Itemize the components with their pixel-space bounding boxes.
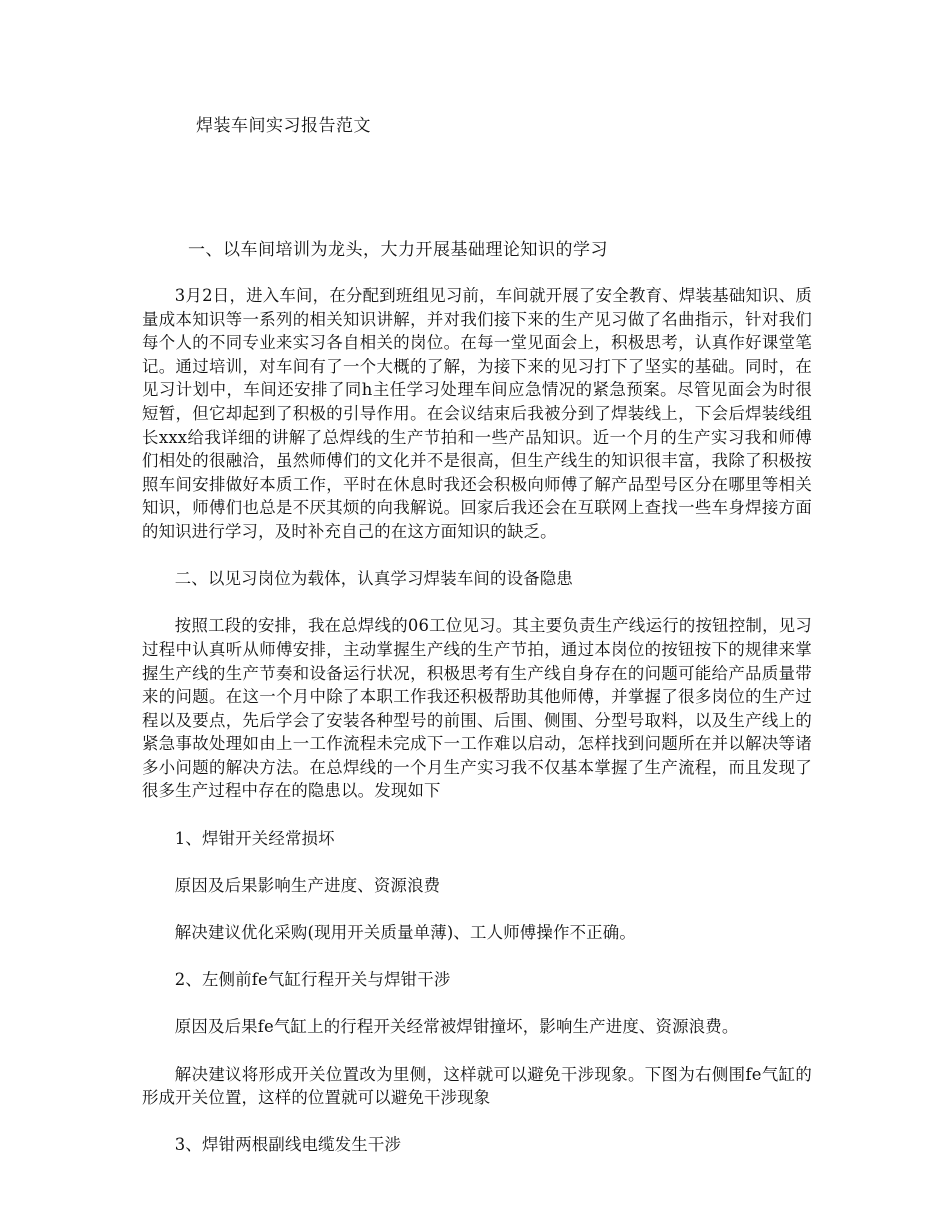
section-2-heading: 二、以见习岗位为载体，认真学习焊装车间的设备隐患 xyxy=(174,569,573,589)
document-body xyxy=(142,284,812,1181)
section-2-paragraph: 按照工段的安排，我在总焊线的06工位见习。其主要负责生产线运行的按钮控制，见习过程中认真听从师傅安排，主动掌握生产线的生产节拍，通过本岗位的按钮按下的规律来掌握生产线的生产节奏和设备运行状况，积极思考有生产线自身存在的问题可能给产品质量带来的问题。在这一个月中除了本职工作我还积极帮助其他师傅，并掌握了很多岗位的生产过程以及要点，先后学会了安装各种型号的前围、后围、侧围、分型号取料，以及生产线上的紧急事故处理如由上一工作流程未完成下一工作难以启动，怎样找到问题所在并以解决等诸多小问题的解决方法。在总焊线的一个月生产实习我不仅基本掌握了生产流程，而且发现了很多生产过程中存在的隐患以。发现如下 xyxy=(142,616,812,801)
section-1-heading: 一、以车间培训为龙头，大力开展基础理论知识的学习 xyxy=(188,240,608,260)
section-1-paragraph: 3月2日，进入车间，在分配到班组见习前，车间就开展了安全教育、焊装基础知识、质量成本知识等一系列的相关知识讲解，并对我们接下来的生产见习做了名曲指示，针对我们每个人的不同专业来实习各自相关的岗位。在每一堂见面会上，积极思考，认真作好课堂笔记。通过培训，对车间有了一个大概的了解，为接下来的见习打下了坚实的基础。同时，在见习计划中，车间还安排了同h主任学习处理车间应急情况的紧急预案。尽管见面会为时很短暂，但它却起到了积极的引导作用。在会议结束后我被分到了焊装线上，下会后焊装线组长xxx给我详细的讲解了总焊线的生产节拍和一些产品知识。近一个月的生产实习我和师傅们相处的很融洽，虽然师傅们的文化并不是很高，但生产线生的知识很丰富，我除了积极按照车间安排做好本质工作，平时在休息时我还会积极向师傅了解产品型号区分在哪里等相关知识，师傅们也总是不厌其烦的向我解说。回家后我还会在互联网上查找一些车身焊接方面的知识进行学习，及时补充自己的在这方面知识的缺乏。 xyxy=(142,286,812,541)
issue-1-cause: 原因及后果影响生产进度、资源浪费 xyxy=(174,875,441,895)
issue-2-heading: 2、左侧前fe气缸行程开关与焊钳干涉 xyxy=(174,970,451,990)
issue-1-solution: 解决建议优化采购(现用开关质量单薄)、工人师傅操作不正确。 xyxy=(174,923,636,943)
issue-1-heading: 1、焊钳开关经常损坏 xyxy=(174,828,335,848)
issue-3-heading: 3、焊钳两根副线电缆发生干涉 xyxy=(174,1135,402,1155)
issue-2-cause: 原因及后果fe气缸上的行程开关经常被焊钳撞坏，影响生产进度、资源浪费。 xyxy=(174,1017,739,1037)
document-title: 焊装车间实习报告范文 xyxy=(196,116,371,136)
issue-2-solution: 解决建议将形成开关位置改为里侧，这样就可以避免干涉现象。下图为右侧围fe气缸的形成开关位置，这样的位置就可以避免干涉现象 xyxy=(142,1064,812,1108)
